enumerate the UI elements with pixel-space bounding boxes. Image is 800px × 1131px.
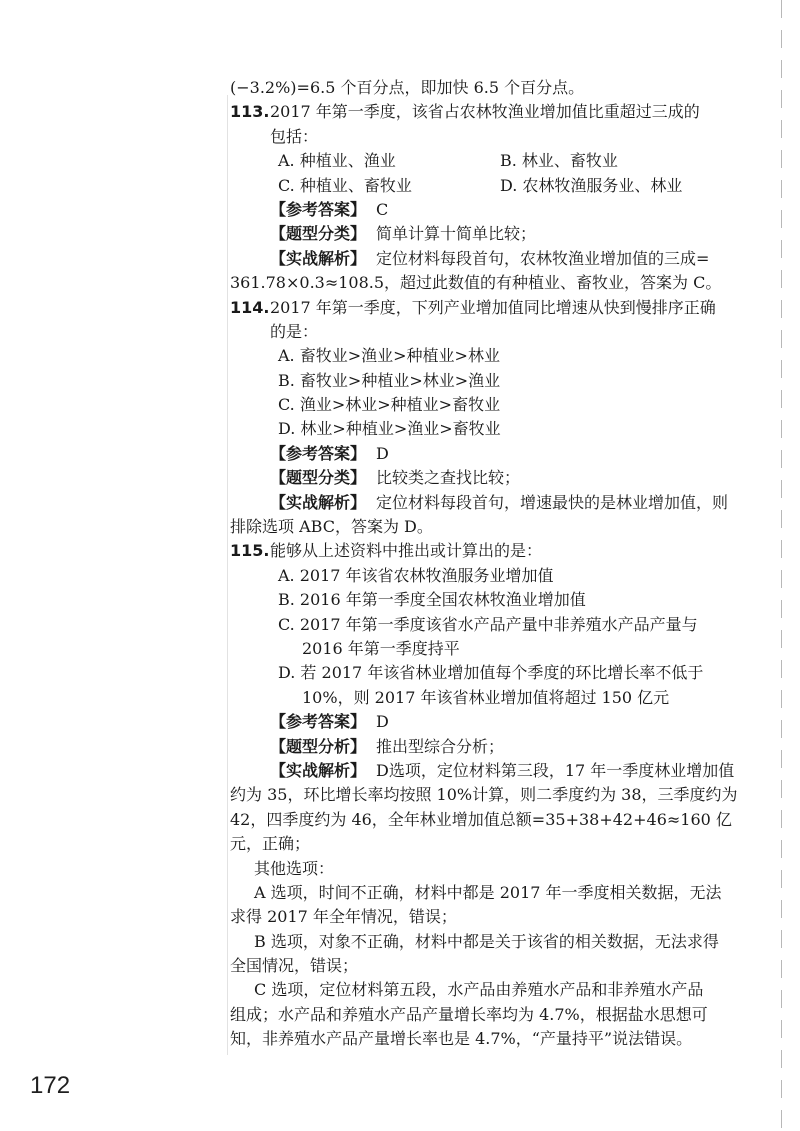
question-number: 114. <box>230 297 270 317</box>
option-c-explanation: C 选项，定位材料第五段，水产品由养殖水产品和非养殖水产品 <box>254 980 704 1000</box>
page-number: 172 <box>30 1072 71 1099</box>
question-number: 113. <box>230 102 270 122</box>
category-value: 比较类之查找比较； <box>376 468 521 488</box>
option-a: A. 种植业、渔业 <box>278 151 396 171</box>
analysis-text: D选项，定位材料第三段，17 年一季度林业增加值 <box>376 760 735 780</box>
option-d: D. 林业>种植业>渔业>畜牧业 <box>278 419 501 439</box>
other-options-heading: 其他选项： <box>254 858 335 878</box>
category-label: 【题型分析】 <box>270 736 367 756</box>
option-d: D. 若 2017 年该省林业增加值每个季度的环比增长率不低于 <box>278 663 704 683</box>
option-a: A. 2017 年该省农林牧渔服务业增加值 <box>278 565 554 585</box>
category-label: 【题型分类】 <box>270 224 367 244</box>
category-line <box>230 222 750 246</box>
analysis-continuation: 361.78×0.3≈108.5，超过此数值的有种植业、畜牧业，答案为 C。 <box>230 273 722 293</box>
option-b: B. 2016 年第一季度全国农林牧渔业增加值 <box>278 590 586 610</box>
question-number: 115. <box>230 541 270 561</box>
option-a: A. 畜牧业>渔业>种植业>林业 <box>278 346 500 366</box>
analysis-line <box>230 247 750 271</box>
analysis-line <box>230 491 750 515</box>
analysis-continuation: 排除选项 ABC，答案为 D。 <box>230 517 433 537</box>
option-c: C. 2017 年第一季度该省水产品产量中非养殖水产品产量与 <box>278 614 698 634</box>
analysis-line <box>230 759 750 783</box>
category-line <box>230 735 750 759</box>
answer-value: C <box>376 199 389 219</box>
question-stem-text: 能够从上述资料中推出或计算出的是： <box>270 541 543 561</box>
answer-value: D <box>376 443 389 463</box>
answer-line <box>230 442 750 466</box>
answer-label: 【参考答案】 <box>270 712 367 732</box>
option-c-explanation-cont: 组成；水产品和养殖水产品产量增长率均为 4.7%，根据盐水思想可 <box>230 1004 708 1024</box>
question-115-stem <box>230 539 750 563</box>
analysis-continuation: 42，四季度约为 46，全年林业增加值总额=35+38+42+46≈160 亿 <box>230 809 732 829</box>
option-c-explanation-cont: 知，非养殖水产品产量增长率也是 4.7%，“产量持平”说法错误。 <box>230 1029 693 1049</box>
binding-margin-line <box>781 0 782 1131</box>
analysis-label: 【实战解析】 <box>270 492 367 512</box>
analysis-text: 定位材料每段首句，农林牧渔业增加值的三成= <box>376 248 710 268</box>
analysis-label: 【实战解析】 <box>270 248 367 268</box>
answer-label: 【参考答案】 <box>270 443 367 463</box>
answer-value: D <box>376 712 389 732</box>
option-c-continuation: 2016 年第一季度持平 <box>302 638 460 658</box>
question-stem-continuation: 包括： <box>270 126 319 146</box>
answer-line <box>230 198 750 222</box>
question-stem-text: 2017 年第一季度，下列产业增加值同比增速从快到慢排序正确 <box>270 297 716 317</box>
analysis-continuation: 元，正确； <box>230 834 311 854</box>
option-d-continuation: 10%，则 2017 年该省林业增加值将超过 150 亿元 <box>302 687 670 707</box>
option-b: B. 畜牧业>种植业>林业>渔业 <box>278 370 501 390</box>
answer-line <box>230 710 750 734</box>
options-row <box>230 174 750 198</box>
category-line <box>230 466 750 490</box>
analysis-continuation: 约为 35，环比增长率均按照 10%计算，则二季度约为 38，三季度约为 <box>230 785 738 805</box>
question-stem-continuation: 的是： <box>270 321 319 341</box>
category-value: 推出型综合分析； <box>376 736 505 756</box>
category-label: 【题型分类】 <box>270 468 367 488</box>
question-113-stem <box>230 100 750 124</box>
option-d: D. 农林牧渔服务业、林业 <box>500 175 683 195</box>
option-c: C. 种植业、畜牧业 <box>278 175 412 195</box>
question-stem-text: 2017 年第一季度，该省占农林牧渔业增加值比重超过三成的 <box>270 102 700 122</box>
option-b: B. 林业、畜牧业 <box>500 151 618 171</box>
category-value: 简单计算十简单比较； <box>376 224 537 244</box>
option-a-explanation-cont: 求得 2017 年全年情况，错误； <box>230 907 457 927</box>
option-c: C. 渔业>林业>种植业>畜牧业 <box>278 395 501 415</box>
option-b-explanation-cont: 全国情况，错误； <box>230 956 359 976</box>
question-114-stem <box>230 296 750 320</box>
intro-line: (−3.2%)=6.5 个百分点，即加快 6.5 个百分点。 <box>230 78 585 97</box>
analysis-label: 【实战解析】 <box>270 760 367 780</box>
option-b-explanation: B 选项，对象不正确，材料中都是关于该省的相关数据，无法求得 <box>254 931 719 951</box>
options-row <box>230 149 750 173</box>
page-content <box>230 76 750 1052</box>
analysis-text: 定位材料每段首句，增速最快的是林业增加值，则 <box>376 492 729 512</box>
option-a-explanation: A 选项，时间不正确，材料中都是 2017 年一季度相关数据，无法 <box>254 882 722 902</box>
answer-label: 【参考答案】 <box>270 199 367 219</box>
left-text-rule <box>227 95 228 1055</box>
